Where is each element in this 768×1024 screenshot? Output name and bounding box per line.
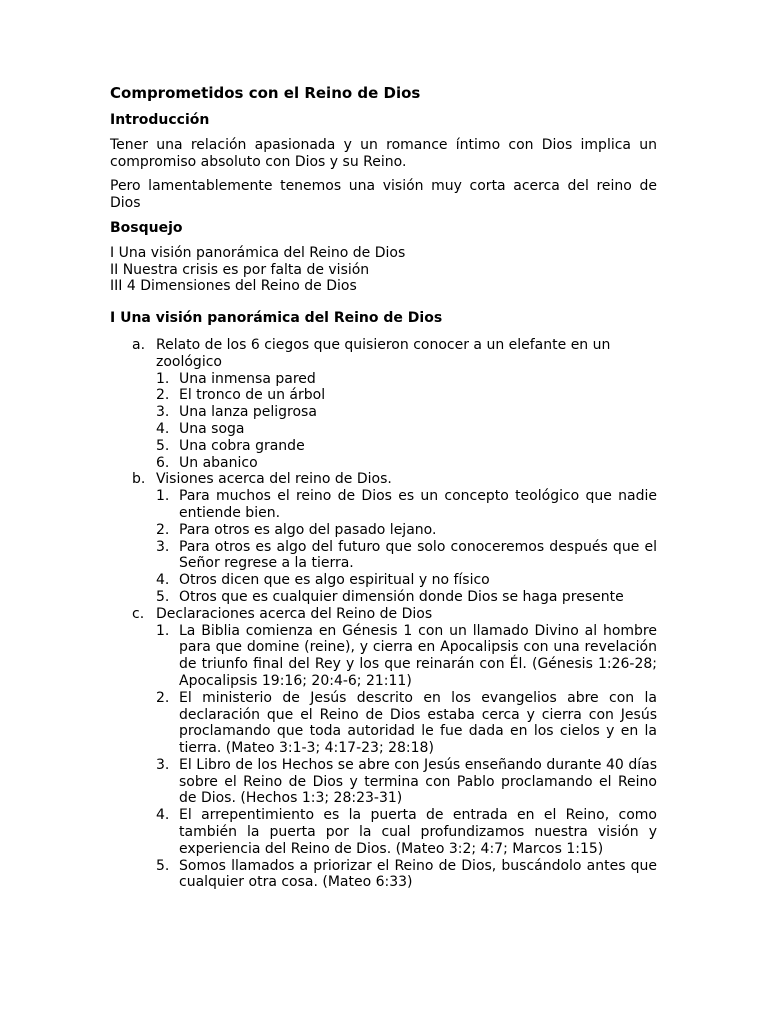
outline-list	[110, 245, 657, 295]
sublist-item-text: Para otros es algo del futuro que solo conoceremos después que el Señor regrese a la tierra.	[179, 538, 657, 572]
sublist-marker: 3.	[156, 404, 170, 421]
sublist-item-text: Otros dicen que es algo espiritual y no físico	[179, 572, 490, 589]
sublist-item	[156, 438, 657, 455]
outline-item: II Nuestra crisis es por falta de visión	[110, 261, 370, 278]
list-marker: b.	[132, 471, 146, 488]
sublist-marker: 1.	[156, 488, 170, 505]
sublist-marker: 5.	[156, 588, 170, 605]
sublist-item-text: Otros que es cualquier dimensión donde Dios se haga presente	[179, 588, 624, 605]
sublist-item	[156, 522, 657, 539]
list-item-text: Declaraciones acerca del Reino de Dios	[156, 605, 433, 622]
numbered-sublist	[156, 488, 657, 606]
sublist-item	[156, 858, 657, 892]
sublist-item	[156, 404, 657, 421]
sublist-marker: 2.	[156, 521, 170, 538]
sublist-marker: 1.	[156, 370, 170, 387]
sublist-marker: 2.	[156, 387, 170, 404]
list-item-text: Visiones acerca del reino de Dios.	[156, 471, 392, 488]
document-title: Comprometidos con el Reino de Dios	[110, 84, 421, 102]
sublist-item	[156, 455, 657, 472]
intro-paragraph-1: Tener una relación apasionada y un romance íntimo con Dios implica un compromiso absoluto con Dios y su Reino.	[110, 136, 657, 170]
sublist-marker: 5.	[156, 437, 170, 454]
sublist-item-text: Para muchos el reino de Dios es un concepto teológico que nadie entiende bien.	[179, 488, 657, 521]
sublist-marker: 3.	[156, 756, 170, 773]
sublist-item	[156, 623, 657, 690]
sublist-marker: 4.	[156, 572, 170, 589]
sublist-item	[156, 757, 657, 807]
sublist-item-text: Una soga	[179, 420, 245, 437]
list-item-b	[110, 471, 657, 605]
list-item-c	[110, 606, 657, 892]
sublist-marker: 5.	[156, 857, 170, 874]
outline-heading: Bosquejo	[110, 219, 183, 236]
sublist-item	[156, 387, 657, 404]
sublist-item	[156, 371, 657, 388]
numbered-sublist	[156, 371, 657, 472]
list-item-text: Relato de los 6 ciegos que quisieron conocer a un elefante en un zoológico	[156, 336, 611, 370]
sublist-item-text: Somos llamados a priorizar el Reino de Dios, buscándolo antes que cualquier otra cosa. (Mateo 6:33)	[179, 857, 657, 891]
sublist-marker: 1.	[156, 622, 170, 639]
sublist-marker: 3.	[156, 538, 170, 555]
sublist-item-text: El arrepentimiento es la puerta de entrada en el Reino, como también la puerta por la cual profundizamos nuestra visión y experiencia del Reino de Dios. (Mateo 3:2; 4:7; Marcos 1:15)	[179, 807, 657, 857]
list-marker: c.	[132, 605, 145, 622]
sublist-item	[156, 539, 657, 573]
sublist-item	[156, 690, 657, 757]
sublist-item	[156, 807, 657, 857]
sublist-item-text: El Libro de los Hechos se abre con Jesús enseñando durante 40 días sobre el Reino de Dios y termina con Pablo proclamando el Reino de Dios. (Hechos 1:3; 28:23-31)	[179, 756, 657, 807]
sublist-item-text: El tronco de un árbol	[179, 387, 326, 404]
numbered-sublist	[156, 623, 657, 892]
document-body	[110, 84, 657, 891]
section-heading: I Una visión panorámica del Reino de Dios	[110, 310, 443, 327]
sublist-item-text: El ministerio de Jesús descrito en los evangelios abre con la declaración que el Reino de Dios estaba cerca y cierra con Jesús proclamando que toda autoridad le fue dada en los cielos y en la tierra. (Mateo 3:1-3; 4:17-23; 28:18)	[179, 689, 657, 757]
sublist-marker: 4.	[156, 420, 170, 437]
sublist-item	[156, 421, 657, 438]
sublist-item-text: Una cobra grande	[179, 437, 305, 454]
list-marker: a.	[132, 336, 146, 353]
sublist-item-text: La Biblia comienza en Génesis 1 con un llamado Divino al hombre para que domine (reine), y cierra en Apocalipsis con una revelación de triunfo final del Rey y los que reinarán con Él. (Génesis 1:26-28; Apocalipsis 19:16; 20:4-6; 21:11)	[179, 622, 657, 689]
sublist-marker: 4.	[156, 807, 170, 824]
outline-item: III 4 Dimensiones del Reino de Dios	[110, 278, 357, 295]
sublist-item-text: Una lanza peligrosa	[179, 404, 317, 421]
sublist-item	[156, 488, 657, 522]
intro-paragraph-2: Pero lamentablemente tenemos una visión muy corta acerca del reino de Dios	[110, 178, 657, 212]
outline-item: I Una visión panorámica del Reino de Dios	[110, 244, 406, 261]
sublist-item-text: Un abanico	[179, 454, 258, 471]
sublist-item	[156, 589, 657, 606]
lettered-list	[110, 337, 657, 891]
sublist-marker: 2.	[156, 689, 170, 706]
intro-heading: Introducción	[110, 112, 210, 128]
sublist-item-text: Para otros es algo del pasado lejano.	[179, 521, 437, 538]
sublist-item-text: Una inmensa pared	[179, 370, 316, 387]
sublist-marker: 6.	[156, 454, 170, 471]
list-item-a	[110, 337, 657, 471]
sublist-item	[156, 572, 657, 589]
